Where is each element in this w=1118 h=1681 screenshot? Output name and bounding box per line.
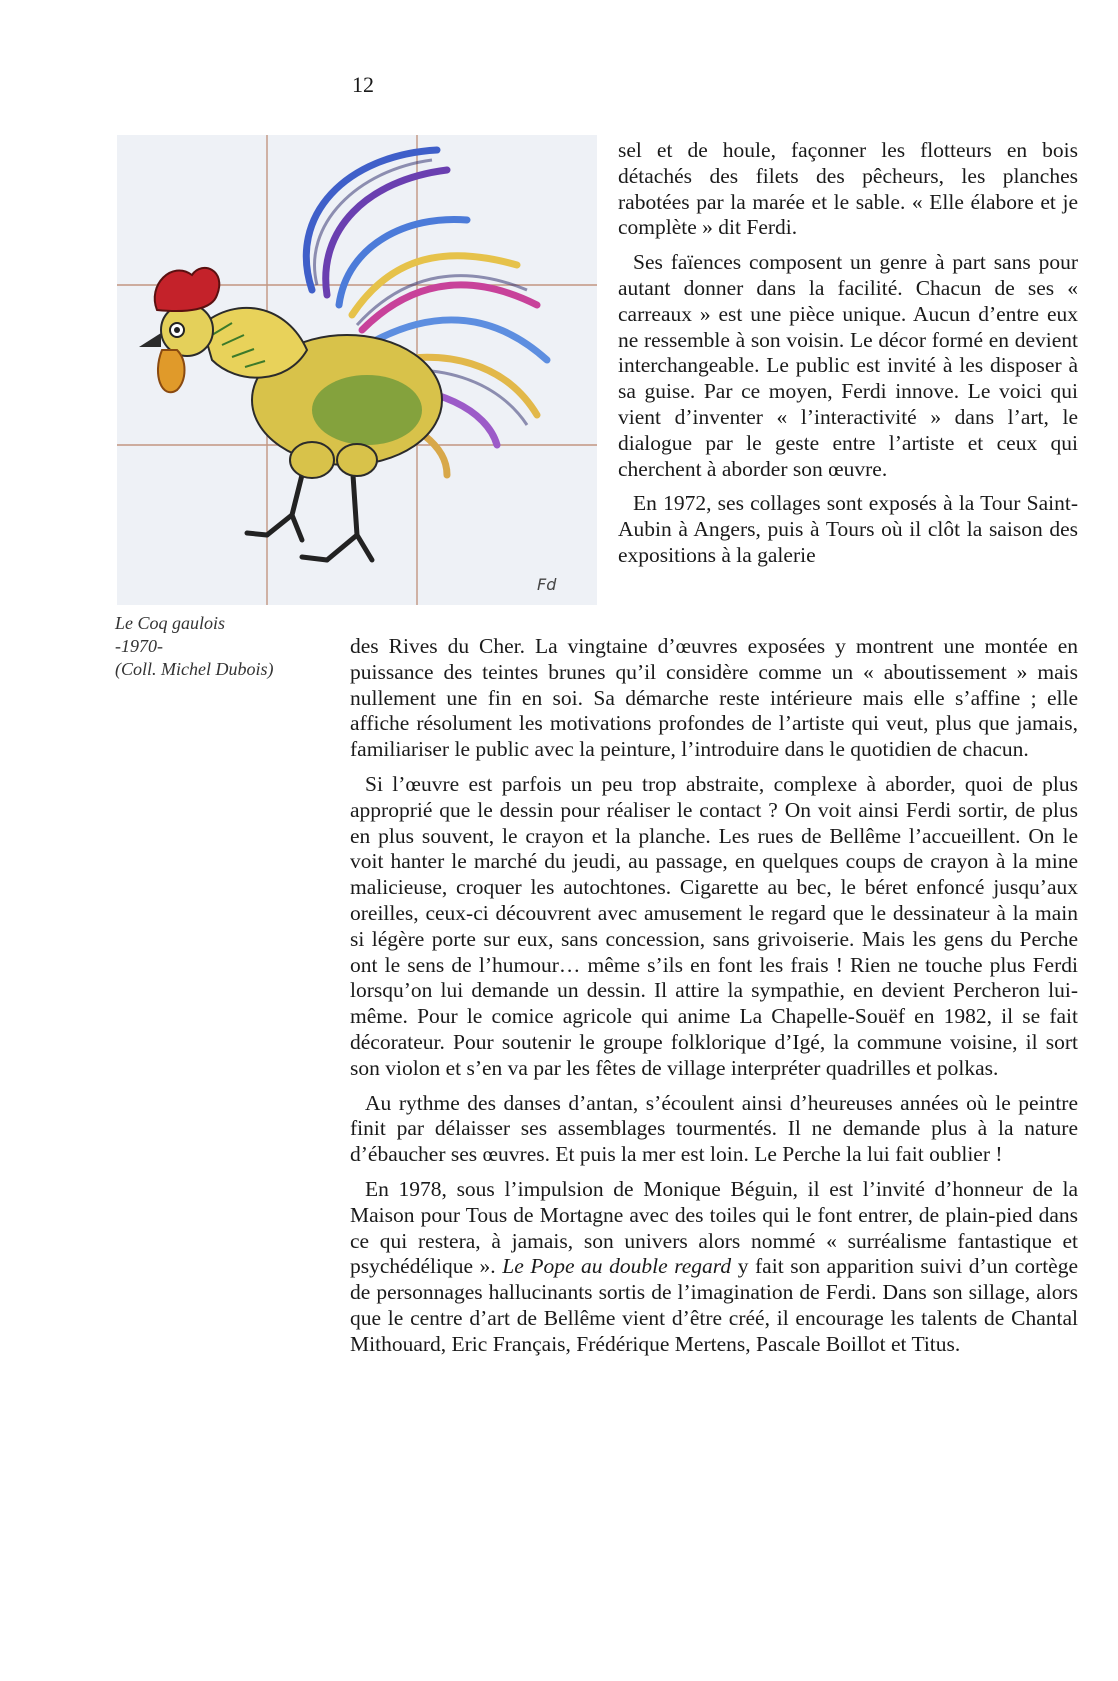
text-column-wide bbox=[350, 634, 1078, 1367]
paragraph-start: En 1972, ses collages sont exposés à la Tour Saint-Aubin à Angers, puis à Tours où il clôt la saison des expositions à la galerie bbox=[618, 491, 1078, 567]
paragraph: Si l’œuvre est parfois un peu trop abstraite, complexe à aborder, quoi de plus approprié que le dessin pour réaliser le contact ? On voit ainsi Ferdi sortir, de plus en plus souvent, le crayon et la planche. Les rues de Bellême l’accueillent. On le voit hanter le marché du jeudi, au passage, en quelques coups de crayon à la mine malicieuse, croquer les autochtones. Cigarette au bec, le béret enfoncé jusqu’aux oreilles, ceux-ci découvrent avec amusement le regard que le dessinateur à la main si légère porte sur eux, sans concession, sans grivoiserie. Mais les gens du Perche ont le sens de l’humour… même s’ils en font les frais ! Rien ne touche plus Ferdi lorsqu’on lui demande un dessin. Il attire la sympathie, en devient Percheron lui-même. Pour le comice agricole qui anime La Chapelle-Souëf en 1982, il se fait décorateur. Pour soutenir le groupe folklorique d’Igé, la commune voisine, il sort son violon et s’en va par les fêtes de village interpréter quadrilles et polkas. bbox=[350, 771, 1078, 1080]
rooster-tile-artwork bbox=[117, 135, 597, 605]
artist-signature: Fd bbox=[537, 575, 557, 594]
paragraph: sel et de houle, façonner les flotteurs en bois détachés des filets des pêcheurs, les planches rabotées par la marée et le sable. « Elle élabore et je complète » dit Ferdi. bbox=[618, 138, 1078, 240]
paragraph bbox=[350, 1177, 1078, 1358]
paragraph-continued: des Rives du Cher. La vingtaine d’œuvres exposées y montrent une montée en puissance des teintes brunes qu’il considère comme un « aboutissement » mais nullement une fin en soi. Sa démarche reste intérieure mais elle s’affine ; elle affiche résolument les motivations profondes de l’artiste qui veut, plus que jamais, familiariser le public avec la peinture, l’introduire dans le quotidien de chacun. bbox=[350, 634, 1078, 762]
paragraph: Ses faïences composent un genre à part sans pour autant donner dans la facilité. Chacun de ses « carreaux » est une pièce unique. Aucun d’entre eux ne ressemble à son voisin. Le décor formé en devient interchangeable. Le public est invité à les disposer à sa guise. Par ce moyen, Ferdi innove. Le voici qui vient d’inventer « l’interactivité » dans l’art, le dialogue par le geste entre l’artiste et ceux qui cherchent à aborder son œuvre. bbox=[618, 250, 1078, 481]
paragraph: Au rythme des danses d’antan, s’écoulent ainsi d’heureuses années où le peintre finit par délaisser ses assemblages tourmentés. Il ne demande plus à la nature d’ébaucher ses œuvres. Et puis la mer est loin. Le Perche la lui fait oublier ! bbox=[350, 1090, 1078, 1167]
caption-collection: (Coll. Michel Dubois) bbox=[115, 659, 274, 679]
caption-title: Le Coq gaulois bbox=[115, 613, 226, 633]
paragraph-text: y fait son apparition suivi d’un cortège de personnages hallucinants sortis de l’imagination de Ferdi. Dans son sillage, alors que le centre d’art de Bellême vient d’être créé, il encourage les talents de Chantal Mithouard, Eric Français, Frédérique Mertens, Pascale Boillot et Titus. bbox=[350, 1254, 1079, 1356]
figure-caption bbox=[115, 612, 273, 681]
rooster-illustration bbox=[117, 135, 597, 605]
page-number: 12 bbox=[352, 72, 374, 97]
paragraph-text: En 1978, sous l’impulsion de Monique Béguin, il est l’invité d’honneur de la Maison pour Tous de Mortagne avec des toiles qui le font entrer, de plain-pied dans ce qui restera, à jamais, son univers alors nommé « surréalisme fantastique et psychédélique ». bbox=[350, 1176, 1078, 1279]
artwork-title: Le Pope au double regard bbox=[502, 1254, 732, 1279]
caption-date: -1970- bbox=[115, 636, 163, 656]
text-column-top bbox=[618, 138, 1078, 569]
